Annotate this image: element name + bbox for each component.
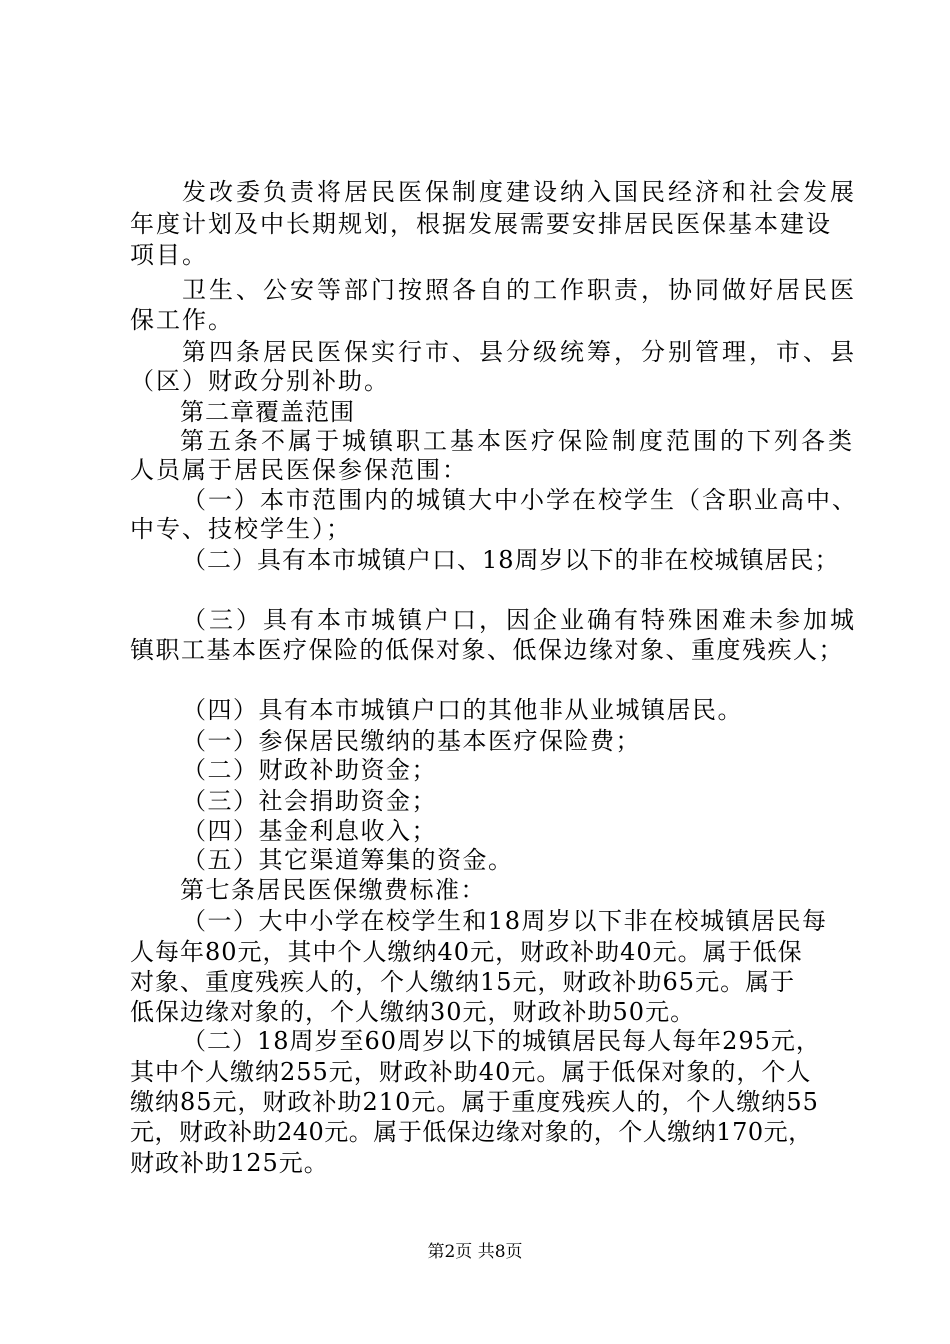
body-text-line: 其中个人缴纳255元，财政补助40元。属于低保对象的，个人	[130, 1058, 812, 1086]
body-text-line: （二）18周岁至60周岁以下的城镇居民每人每年295元，	[182, 1027, 821, 1055]
body-text-line: 中专、技校学生）；	[130, 515, 352, 543]
body-text-line: 年度计划及中长期规划，根据发展需要安排居民医保基本建设	[130, 210, 832, 238]
body-text-line: 第七条居民医保缴费标准：	[180, 876, 486, 904]
body-text-line: （三）社会捐助资金；	[182, 787, 437, 815]
body-text-line: 第五条不属于城镇职工基本医疗保险制度范围的下列各类	[180, 427, 855, 455]
body-text-line: （二）具有本市城镇户口、18周岁以下的非在校城镇居民；	[182, 546, 840, 574]
body-text-line: 卫生、公安等部门按照各自的工作职责，协同做好居民医	[182, 276, 857, 304]
body-text-line: （区）财政分别补助。	[130, 367, 390, 395]
body-text-line: 缴纳85元，财政补助210元。属于重度残疾人的，个人缴纳55	[130, 1088, 819, 1116]
body-text-line: 低保边缘对象的，个人缴纳30元，财政补助50元。	[130, 998, 696, 1026]
body-text-line: 元，财政补助240元。属于低保边缘对象的，个人缴纳170元，	[130, 1118, 813, 1146]
body-text-line: 保工作。	[130, 306, 234, 334]
body-text-line: 第四条居民医保实行市、县分级统筹，分别管理，市、县	[182, 338, 857, 366]
section-heading: 第二章覆盖范围	[180, 398, 355, 426]
body-text-line: 发改委负责将居民医保制度建设纳入国民经济和社会发展	[182, 178, 857, 206]
body-text-line: 镇职工基本医疗保险的低保对象、低保边缘对象、重度残疾人；	[130, 636, 844, 664]
body-text-line: （四）具有本市城镇户口的其他非从业城镇居民。	[182, 696, 743, 724]
body-text-line: 对象、重度残疾人的，个人缴纳15元，财政补助65元。属于	[130, 968, 796, 996]
body-text-line: （二）财政补助资金；	[182, 756, 437, 784]
body-text-line: （三）具有本市城镇户口，因企业确有特殊困难未参加城	[182, 606, 857, 634]
body-text-line: 人员属于居民医保参保范围：	[130, 456, 468, 484]
body-text-line: 项目。	[130, 241, 208, 269]
body-text-line: （一）参保居民缴纳的基本医疗保险费；	[182, 727, 641, 755]
body-text-line: （一）本市范围内的城镇大中小学在校学生（含职业高中、	[182, 486, 858, 514]
body-text-line: （五）其它渠道筹集的资金。	[182, 846, 514, 874]
body-text-line: （四）基金利息收入；	[182, 817, 437, 845]
page-number-footer: 第2页 共8页	[427, 1242, 523, 1262]
body-text-line: （一）大中小学在校学生和18周岁以下非在校城镇居民每	[182, 907, 828, 935]
body-text-line: 财政补助125元。	[130, 1149, 329, 1177]
body-text-line: 人每年80元，其中个人缴纳40元，财政补助40元。属于低保	[130, 938, 803, 966]
